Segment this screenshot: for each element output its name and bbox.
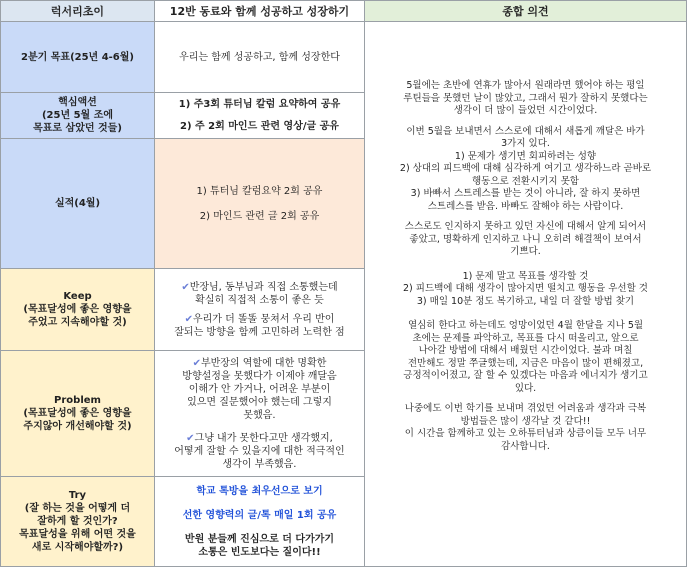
check-icon: ✔ bbox=[186, 432, 195, 444]
problem-item-2: ✔그냥 내가 못한다고만 생각했지, 어떻게 잘할 수 있을지에 대한 적극적인 생각이 부족했음. bbox=[174, 432, 345, 470]
header-summary: 종합 의견 bbox=[365, 1, 687, 22]
check-icon: ✔ bbox=[192, 357, 201, 369]
check-icon: ✔ bbox=[184, 313, 193, 325]
summary-paragraph-4: 1) 문제 말고 목표를 생각할 것 2) 피드백에 대해 생각이 많아지면 떨치고 행동을 우선할 것 3) 매일 10분 정도 복기하고, 내일 더 잘할 방법 찾기 bbox=[403, 270, 648, 307]
action-item-2: 2) 주 2회 마인드 관련 영상/글 공유 bbox=[180, 121, 339, 132]
action-item-1: 1) 주3회 튜터님 칼럼 요약하여 공유 bbox=[178, 99, 341, 110]
try-item-1: 학교 톡방을 최우선으로 보기 bbox=[196, 485, 323, 497]
summary-paragraph-5: 열심히 한다고 하는데도 엉망이었던 4월 한달을 지나 5월 초에는 문제를 파악하고, 목표를 다시 떠올리고, 앞으로 나아갈 방법에 대해서 배웠던 시간이었다. 불과 며칠 전만해도 정말 쭈글했는데, 지금은 마음이 많이 편해졌고, 긍정적이어졌고, 잘 할 수 있겠다는 마음과 에너지가 생기고 있다. bbox=[403, 320, 648, 394]
check-icon: ✔ bbox=[181, 281, 190, 293]
action-label: 핵심액션 (25년 5월 조에 목표로 삼았던 것들) bbox=[1, 93, 155, 139]
goal-row bbox=[1, 22, 687, 93]
header-row bbox=[1, 1, 687, 22]
try-items bbox=[155, 477, 365, 567]
result-label: 실적(4월) bbox=[1, 139, 155, 269]
try-item-2: 선한 영향력의 글/톡 매일 1회 공유 bbox=[182, 509, 337, 521]
problem-items bbox=[155, 351, 365, 477]
result-items bbox=[155, 139, 365, 269]
action-items bbox=[155, 93, 365, 139]
summary-paragraph-2: 이번 5월을 보내면서 스스로에 대해서 새롭게 깨달은 바가 3가지 있다. 1) 문제가 생기면 회피하려는 성향 2) 상대의 피드백에 대해 심각하게 여기고 생각하느라 곧바로 행동으로 전환시키지 못함 3) 바빠서 스트레스를 받는 것이 아니라, 잘 하지 못하면 스트레스를 받음. 바빠도 잘해야 하는 사람이다. bbox=[399, 125, 652, 212]
try-label: Try (잘 하는 것을 어떻게 더 잘하게 할 것인가? 목표달성을 위해 어떤 것을 새로 시작해야할까?) bbox=[1, 477, 155, 567]
keep-item-2: ✔우리가 더 똘똘 뭉쳐서 우리 반이 잘되는 방향을 함께 고민하려 노력한 점 bbox=[174, 313, 345, 338]
goal-text: 우리는 함께 성공하고, 함께 성장한다 bbox=[155, 22, 365, 93]
goal-label: 2분기 목표(25년 4-6월) bbox=[1, 22, 155, 93]
keep-label: Keep (목표달성에 좋은 영향을 주었고 지속해야할 것) bbox=[1, 269, 155, 351]
summary-paragraph-3: 스스로도 인지하지 못하고 있던 자신에 대해서 알게 되어서 좋았고, 명확하게 인지하고 나니 오히려 해결책이 보여서 기쁘다. bbox=[404, 221, 647, 257]
problem-label: Problem (목표달성에 좋은 영향을 주지않아 개선해야할 것) bbox=[1, 351, 155, 477]
result-item-2: 2) 마인드 관련 글 2회 공유 bbox=[199, 210, 320, 222]
header-goal-title: 12반 동료와 함께 성공하고 성장하기 bbox=[155, 1, 365, 22]
try-item-3: 반원 분들께 진심으로 더 다가가기 소통은 빈도보다는 질이다!! bbox=[184, 533, 335, 558]
result-item-1: 1) 튜터님 칼럼요약 2회 공유 bbox=[196, 185, 323, 197]
summary-paragraph-1: 5월에는 초반에 연휴가 많아서 원래라면 했어야 하는 평일 루틴들을 못했던 날이 많았고, 그래서 뭔가 잘하지 못했다는 생각이 더 많이 들었던 시간이었다. bbox=[403, 80, 648, 116]
keep-items bbox=[155, 269, 365, 351]
summary-paragraph-6: 나중에도 이번 학기를 보내며 겪었던 어려움과 생각과 극복 방법들은 많이 생각날 것 같다!! 이 시간을 함께하고 있는 오하튜터님과 상큼이들 모두 너무 감사합니다. bbox=[404, 403, 647, 452]
keep-item-1: ✔반장님, 동부님과 직접 소통했는데 확실히 직접적 소통이 좋은 듯 bbox=[181, 281, 338, 306]
header-name: 럭서리초이 bbox=[1, 1, 155, 22]
problem-item-1: ✔부반장의 역할에 대한 명확한 방향설정을 못했다가 이제야 깨달음 이해가 안 가거나, 어려운 부분이 있으면 질문했어야 했는데 그렇지 못했음. bbox=[182, 357, 337, 421]
summary-cell bbox=[365, 22, 687, 567]
